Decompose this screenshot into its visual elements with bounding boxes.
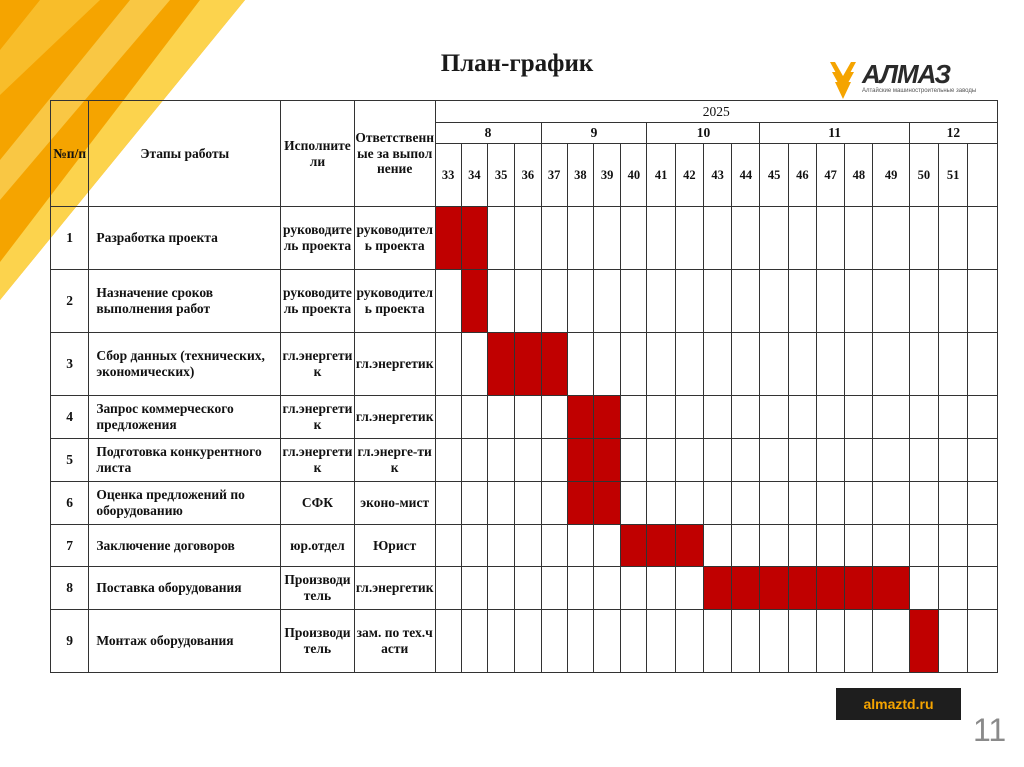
gantt-cell	[461, 482, 487, 525]
gantt-cell	[732, 525, 760, 567]
task-stage: Заключение договоров	[89, 525, 281, 567]
header-week: 47	[816, 144, 844, 207]
header-month: 8	[435, 123, 541, 144]
task-responsible: руководитель проекта	[354, 207, 435, 270]
gantt-bar	[461, 270, 487, 333]
header-week: 44	[732, 144, 760, 207]
gantt-bar	[593, 396, 620, 439]
header-week: 35	[488, 144, 515, 207]
gantt-cell	[873, 333, 909, 396]
gantt-cell	[621, 439, 647, 482]
task-row	[51, 525, 998, 567]
header-week: 38	[567, 144, 593, 207]
gantt-cell	[732, 482, 760, 525]
gantt-cell	[788, 207, 816, 270]
task-stage: Разработка проекта	[89, 207, 281, 270]
gantt-cell	[939, 270, 968, 333]
gantt-cell	[567, 333, 593, 396]
gantt-cell	[621, 207, 647, 270]
gantt-cell	[621, 396, 647, 439]
task-responsible: гл.энергетик	[354, 567, 435, 610]
gantt-bar	[845, 567, 873, 610]
task-row	[51, 207, 998, 270]
gantt-bar	[760, 567, 788, 610]
header-week	[968, 144, 998, 207]
gantt-cell	[567, 270, 593, 333]
gantt-cell	[788, 610, 816, 673]
header-week: 33	[435, 144, 461, 207]
gantt-cell	[488, 439, 515, 482]
task-number: 5	[51, 439, 89, 482]
gantt-cell	[435, 439, 461, 482]
gantt-cell	[541, 482, 567, 525]
gantt-cell	[760, 610, 788, 673]
task-stage: Запрос коммерческого предложения	[89, 396, 281, 439]
gantt-cell	[788, 396, 816, 439]
gantt-bar	[675, 525, 703, 567]
gantt-cell	[873, 207, 909, 270]
task-responsible: зам. по тех.части	[354, 610, 435, 673]
gantt-cell	[675, 482, 703, 525]
gantt-cell	[541, 439, 567, 482]
gantt-cell	[593, 610, 620, 673]
header-month: 9	[541, 123, 647, 144]
gantt-cell	[488, 207, 515, 270]
gantt-cell	[515, 270, 541, 333]
gantt-cell	[816, 396, 844, 439]
gantt-bar	[703, 567, 731, 610]
gantt-bar	[647, 525, 675, 567]
gantt-cell	[968, 270, 998, 333]
gantt-cell	[647, 207, 675, 270]
gantt-cell	[968, 439, 998, 482]
gantt-cell	[816, 270, 844, 333]
task-responsible: гл.энергетик	[354, 396, 435, 439]
gantt-cell	[816, 439, 844, 482]
gantt-cell	[515, 525, 541, 567]
gantt-cell	[760, 396, 788, 439]
gantt-cell	[515, 207, 541, 270]
task-stage: Подготовка конкурентного листа	[89, 439, 281, 482]
task-number: 4	[51, 396, 89, 439]
task-executor: юр.отдел	[281, 525, 355, 567]
gantt-cell	[647, 270, 675, 333]
gantt-cell	[873, 525, 909, 567]
task-executor: гл.энергетик	[281, 439, 355, 482]
gantt-cell	[515, 482, 541, 525]
gantt-cell	[541, 525, 567, 567]
task-executor: Производитель	[281, 567, 355, 610]
gantt-cell	[515, 610, 541, 673]
gantt-cell	[541, 270, 567, 333]
gantt-cell	[760, 439, 788, 482]
gantt-cell	[593, 567, 620, 610]
gantt-cell	[873, 439, 909, 482]
gantt-cell	[515, 567, 541, 610]
gantt-cell	[703, 610, 731, 673]
gantt-cell	[939, 333, 968, 396]
gantt-cell	[675, 333, 703, 396]
gantt-cell	[435, 482, 461, 525]
header-week: 37	[541, 144, 567, 207]
task-executor: СФК	[281, 482, 355, 525]
gantt-cell	[461, 439, 487, 482]
header-month: 11	[760, 123, 909, 144]
gantt-cell	[968, 610, 998, 673]
gantt-cell	[760, 482, 788, 525]
gantt-cell	[732, 396, 760, 439]
gantt-cell	[788, 482, 816, 525]
gantt-cell	[621, 610, 647, 673]
gantt-cell	[541, 207, 567, 270]
header-week: 34	[461, 144, 487, 207]
gantt-cell	[845, 333, 873, 396]
gantt-cell	[732, 610, 760, 673]
gantt-bar	[873, 567, 909, 610]
gantt-cell	[845, 482, 873, 525]
gantt-cell	[488, 482, 515, 525]
gantt-cell	[816, 333, 844, 396]
logo-mark-icon	[828, 62, 858, 100]
brand-subtitle: Алтайские машиностроительные заводы	[862, 88, 977, 94]
gantt-bar	[621, 525, 647, 567]
header-week: 36	[515, 144, 541, 207]
header-week: 46	[788, 144, 816, 207]
gantt-cell	[435, 270, 461, 333]
gantt-cell	[939, 482, 968, 525]
schedule-table	[50, 100, 998, 673]
gantt-cell	[732, 333, 760, 396]
gantt-cell	[703, 482, 731, 525]
task-row	[51, 396, 998, 439]
header-week: 49	[873, 144, 909, 207]
task-number: 9	[51, 610, 89, 673]
gantt-cell	[647, 333, 675, 396]
gantt-bar	[435, 207, 461, 270]
gantt-cell	[939, 525, 968, 567]
gantt-cell	[939, 610, 968, 673]
gantt-cell	[435, 567, 461, 610]
gantt-bar	[515, 333, 541, 396]
gantt-cell	[788, 439, 816, 482]
gantt-cell	[816, 610, 844, 673]
gantt-cell	[567, 525, 593, 567]
gantt-cell	[968, 525, 998, 567]
gantt-cell	[461, 567, 487, 610]
gantt-cell	[968, 396, 998, 439]
task-responsible: руководитель проекта	[354, 270, 435, 333]
gantt-cell	[873, 396, 909, 439]
gantt-cell	[488, 396, 515, 439]
gantt-cell	[647, 567, 675, 610]
gantt-cell	[593, 333, 620, 396]
gantt-cell	[593, 525, 620, 567]
gantt-cell	[939, 207, 968, 270]
gantt-cell	[760, 333, 788, 396]
task-number: 2	[51, 270, 89, 333]
task-executor: Производитель	[281, 610, 355, 673]
gantt-cell	[621, 270, 647, 333]
gantt-cell	[461, 333, 487, 396]
page-number: 11	[973, 712, 1007, 748]
gantt-cell	[788, 525, 816, 567]
header-week: 43	[703, 144, 731, 207]
gantt-cell	[760, 525, 788, 567]
gantt-cell	[845, 525, 873, 567]
gantt-cell	[488, 270, 515, 333]
gantt-cell	[939, 567, 968, 610]
header-stage: Этапы работы	[89, 101, 281, 207]
gantt-bar	[909, 610, 938, 673]
gantt-bar	[732, 567, 760, 610]
gantt-cell	[909, 567, 938, 610]
gantt-cell	[515, 439, 541, 482]
gantt-cell	[647, 439, 675, 482]
gantt-cell	[909, 439, 938, 482]
gantt-cell	[515, 396, 541, 439]
task-number: 6	[51, 482, 89, 525]
task-responsible: гл.энерге-тик	[354, 439, 435, 482]
gantt-cell	[909, 525, 938, 567]
gantt-cell	[703, 207, 731, 270]
gantt-cell	[488, 525, 515, 567]
gantt-cell	[788, 270, 816, 333]
header-responsible: Ответственные за выполнение	[354, 101, 435, 207]
gantt-cell	[816, 525, 844, 567]
task-stage: Оценка предложений по оборудованию	[89, 482, 281, 525]
brand-logo	[828, 59, 978, 100]
gantt-cell	[760, 207, 788, 270]
gantt-cell	[593, 270, 620, 333]
gantt-bar	[461, 207, 487, 270]
task-responsible: эконо-мист	[354, 482, 435, 525]
gantt-cell	[675, 439, 703, 482]
gantt-cell	[435, 610, 461, 673]
gantt-bar	[567, 439, 593, 482]
gantt-cell	[732, 207, 760, 270]
task-responsible: Юрист	[354, 525, 435, 567]
gantt-cell	[675, 567, 703, 610]
gantt-cell	[873, 270, 909, 333]
gantt-cell	[845, 396, 873, 439]
gantt-bar	[488, 333, 515, 396]
task-row	[51, 610, 998, 673]
gantt-cell	[845, 610, 873, 673]
gantt-cell	[909, 270, 938, 333]
gantt-bar	[567, 482, 593, 525]
gantt-cell	[621, 567, 647, 610]
gantt-cell	[703, 270, 731, 333]
header-week: 39	[593, 144, 620, 207]
gantt-cell	[845, 439, 873, 482]
gantt-cell	[732, 270, 760, 333]
header-week: 48	[845, 144, 873, 207]
gantt-cell	[435, 333, 461, 396]
gantt-cell	[621, 333, 647, 396]
task-executor: руководитель проекта	[281, 270, 355, 333]
gantt-cell	[732, 439, 760, 482]
header-executors: Исполнители	[281, 101, 355, 207]
gantt-cell	[703, 439, 731, 482]
task-row	[51, 482, 998, 525]
gantt-bar	[593, 482, 620, 525]
header-year: 2025	[435, 101, 997, 123]
gantt-cell	[647, 610, 675, 673]
gantt-cell	[909, 207, 938, 270]
header-week: 42	[675, 144, 703, 207]
task-number: 7	[51, 525, 89, 567]
task-number: 3	[51, 333, 89, 396]
gantt-cell	[909, 396, 938, 439]
gantt-cell	[939, 439, 968, 482]
gantt-cell	[968, 207, 998, 270]
gantt-cell	[567, 207, 593, 270]
gantt-bar	[541, 333, 567, 396]
gantt-cell	[816, 482, 844, 525]
gantt-cell	[873, 482, 909, 525]
gantt-bar	[593, 439, 620, 482]
gantt-cell	[647, 482, 675, 525]
task-executor: гл.энергетик	[281, 396, 355, 439]
header-week: 51	[939, 144, 968, 207]
header-week: 50	[909, 144, 938, 207]
gantt-cell	[461, 610, 487, 673]
task-stage: Назначение сроков выполнения работ	[89, 270, 281, 333]
gantt-cell	[816, 207, 844, 270]
gantt-cell	[968, 333, 998, 396]
gantt-cell	[703, 396, 731, 439]
task-responsible: гл.энергетик	[354, 333, 435, 396]
task-row	[51, 270, 998, 333]
task-row	[51, 333, 998, 396]
gantt-bar	[567, 396, 593, 439]
header-num: №п/п	[51, 101, 89, 207]
gantt-cell	[647, 396, 675, 439]
gantt-cell	[435, 396, 461, 439]
gantt-cell	[567, 567, 593, 610]
gantt-cell	[703, 333, 731, 396]
gantt-cell	[621, 482, 647, 525]
gantt-cell	[909, 333, 938, 396]
gantt-cell	[845, 207, 873, 270]
gantt-cell	[541, 567, 567, 610]
gantt-cell	[675, 396, 703, 439]
gantt-cell	[488, 610, 515, 673]
gantt-cell	[703, 525, 731, 567]
gantt-bar	[816, 567, 844, 610]
header-week: 40	[621, 144, 647, 207]
gantt-cell	[788, 333, 816, 396]
gantt-cell	[541, 610, 567, 673]
header-month: 10	[647, 123, 760, 144]
gantt-cell	[675, 207, 703, 270]
gantt-cell	[675, 610, 703, 673]
header-week: 41	[647, 144, 675, 207]
gantt-cell	[435, 525, 461, 567]
gantt-cell	[541, 396, 567, 439]
page-title: План-график	[440, 50, 594, 77]
task-row	[51, 439, 998, 482]
task-executor: гл.энергетик	[281, 333, 355, 396]
task-stage: Монтаж оборудования	[89, 610, 281, 673]
gantt-cell	[567, 610, 593, 673]
gantt-cell	[939, 396, 968, 439]
website-link[interactable]: almaztd.ru	[836, 688, 961, 720]
gantt-cell	[845, 270, 873, 333]
task-row	[51, 567, 998, 610]
gantt-cell	[675, 270, 703, 333]
gantt-cell	[760, 270, 788, 333]
gantt-cell	[593, 207, 620, 270]
header-month: 12	[909, 123, 997, 144]
gantt-cell	[873, 610, 909, 673]
gantt-bar	[788, 567, 816, 610]
gantt-cell	[968, 567, 998, 610]
task-executor: руководитель проекта	[281, 207, 355, 270]
header-week: 45	[760, 144, 788, 207]
task-number: 8	[51, 567, 89, 610]
gantt-cell	[461, 396, 487, 439]
gantt-cell	[909, 482, 938, 525]
gantt-cell	[968, 482, 998, 525]
brand-name: АЛМАЗ	[862, 59, 951, 89]
gantt-cell	[461, 525, 487, 567]
task-stage: Сбор данных (технических, экономических)	[89, 333, 281, 396]
task-number: 1	[51, 207, 89, 270]
gantt-cell	[488, 567, 515, 610]
task-stage: Поставка оборудования	[89, 567, 281, 610]
